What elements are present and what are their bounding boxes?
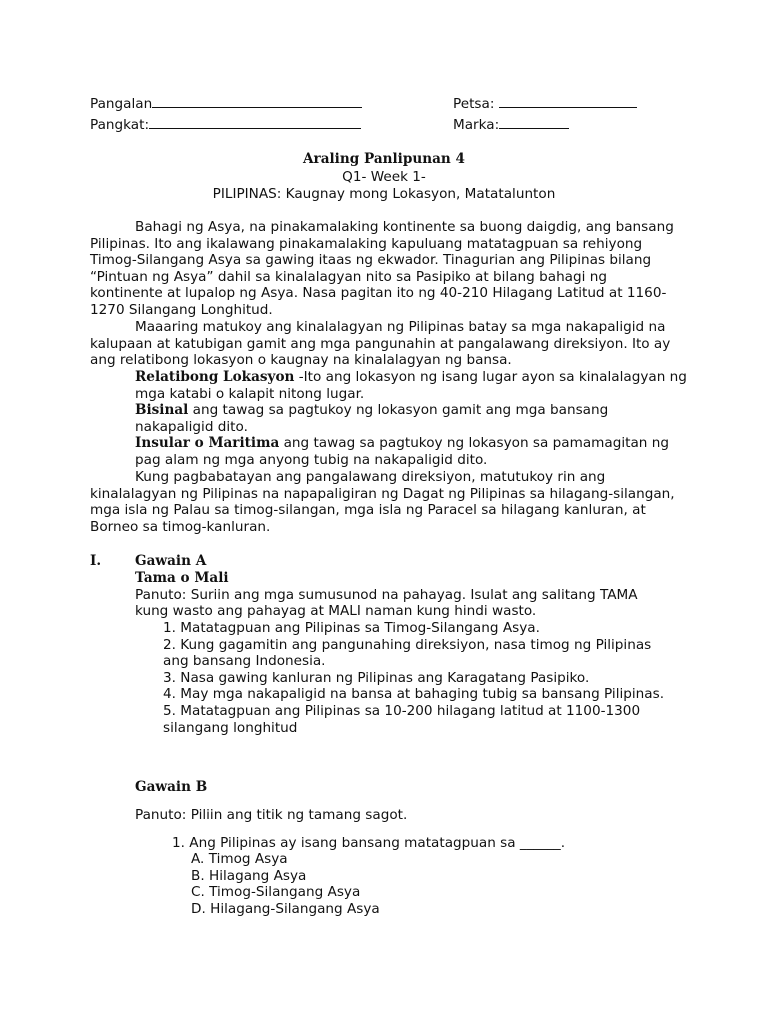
date-field	[453, 94, 637, 113]
list-item: 1. Matatagpuan ang Pilipinas sa Timog-Silangang Asya.	[163, 620, 540, 636]
name-label: Pangalan	[90, 96, 153, 112]
list-item: 3. Nasa gawing kanluran ng Pilipinas ang Karagatang Pasipiko.	[163, 669, 590, 686]
list-item: 4. May mga nakapaligid na bansa at bahaging tubig sa bansang Pilipinas.	[163, 686, 665, 703]
section-field	[90, 115, 361, 134]
text-line: Timog-Silangang Asya sa gawing itaas ng ekwador. Tinagurian ang Pilipinas bilang	[90, 252, 652, 269]
score-label: Marka:	[453, 117, 500, 133]
section-numeral: I.	[90, 553, 102, 569]
text-line: pag alam ng mga anyong tubig na nakapaligid dito.	[135, 451, 488, 468]
gawain-a-items	[163, 620, 664, 736]
name-field	[90, 94, 362, 113]
text-line: “Pintuan ng Asya” dahil sa kinalalagyan nito sa Pasipiko at bilang bahagi ng	[90, 268, 607, 285]
term-bisinal-def: ang tawag sa pagtukoy ng lokasyon gamit ang mga bansang	[188, 402, 609, 419]
gawain-b-title: Gawain B	[135, 779, 208, 795]
choice-b: B. Hilagang Asya	[191, 867, 307, 884]
text-line: Maaaring matukoy ang kinalalagyan ng Pilipinas batay sa mga nakapaligid na	[135, 319, 666, 335]
term-relative-label: Relatibong Lokasyon	[135, 369, 295, 385]
intro-paragraph-2	[90, 319, 690, 369]
name-blank[interactable]	[152, 94, 362, 108]
list-item: 5. Matatagpuan ang Pilipinas sa 10-200 hilagang latitud at 1100-1300	[163, 702, 641, 719]
gawain-a-instructions: Panuto: Suriin ang mga sumusunod na pahayag. Isulat ang salitang TAMA	[135, 587, 638, 603]
text-line: kalupaan at katubigan gamit ang mga pangunahin at pangalawang direksiyon. Ito ay	[90, 335, 671, 352]
text-line: Pilipinas. Ito ang ikalawang pinakamalaking kapuluang matatagpuan sa rehiyong	[90, 235, 643, 252]
gawain-b-question: 1. Ang Pilipinas ay isang bansang matatagpuan sa ______.	[172, 835, 566, 851]
gawain-a-title: Gawain A	[135, 553, 207, 569]
term-insular-def: ang tawag sa pagtukoy ng lokasyon sa pamamagitan ng	[279, 435, 669, 452]
term-bisinal	[135, 402, 735, 419]
term-relative-def: -Ito ang lokasyon ng isang lugar ayon sa kinalalagyan ng	[294, 369, 687, 385]
term-insular-label: Insular o Maritima	[135, 435, 280, 452]
term-bisinal-label: Bisinal	[135, 402, 189, 419]
text-line: mga katabi o kalapit nitong lugar.	[135, 385, 365, 402]
text-line: Kung pagbabatayan ang pangalawang direksiyon, matutukoy rin ang	[135, 469, 606, 485]
term-insular	[135, 435, 735, 452]
choice-d: D. Hilagang-Silangang Asya	[191, 900, 380, 917]
gawain-b-choices	[191, 851, 380, 917]
score-blank[interactable]	[499, 115, 569, 129]
gawain-b-instructions: Panuto: Piliin ang titik ng tamang sagot.	[135, 807, 408, 823]
text-line: Bahagi ng Asya, na pinakamalaking kontinente sa buong daigdig, ang bansang	[135, 219, 674, 235]
list-item: silangang longhitud	[163, 719, 298, 736]
section-label: Pangkat:	[90, 117, 150, 133]
score-field	[453, 115, 569, 134]
text-line: kontinente at lupalop ng Asya. Nasa pagitan ito ng 40-210 Hilagang Latitud at 1160-	[90, 285, 667, 302]
topic-title: PILIPINAS: Kaugnay mong Lokasyon, Matatalunton	[212, 186, 556, 202]
subject-title: Araling Panlipunan 4	[303, 151, 465, 167]
intro-paragraph-3	[90, 469, 690, 535]
list-item: ang bansang Indonesia.	[163, 653, 326, 670]
text-line: kinalalagyan ng Pilipinas na napapaligiran ng Dagat ng Pilipinas sa hilagang-silangan,	[90, 485, 675, 502]
list-item: 2. Kung gagamitin ang pangunahing direksiyon, nasa timog ng Pilipinas	[163, 636, 652, 653]
intro-paragraph-1	[90, 219, 690, 319]
terms-block	[135, 369, 735, 469]
week-label: Q1- Week 1-	[342, 169, 426, 185]
date-label: Petsa:	[453, 96, 495, 112]
text-line: ang relatibong lokasyon o kaugnay na kinalalagyan ng bansa.	[90, 352, 512, 369]
gawain-a-instructions-cont: kung wasto ang pahayag at MALI naman kung hindi wasto.	[135, 603, 537, 619]
text-line: nakapaligid dito.	[135, 418, 248, 435]
date-blank[interactable]	[499, 94, 637, 108]
choice-c: C. Timog-Silangang Asya	[191, 884, 361, 901]
term-relative	[135, 369, 735, 386]
gawain-a-subtitle: Tama o Mali	[135, 570, 229, 586]
text-line: mga isla ng Palau sa timog-silangan, mga isla ng Paracel sa hilagang kanluran, at	[90, 502, 646, 519]
text-line: 1270 Silangang Longhitud.	[90, 301, 273, 318]
section-blank[interactable]	[149, 115, 361, 129]
choice-a: A. Timog Asya	[191, 851, 288, 867]
text-line: Borneo sa timog-kanluran.	[90, 518, 271, 535]
